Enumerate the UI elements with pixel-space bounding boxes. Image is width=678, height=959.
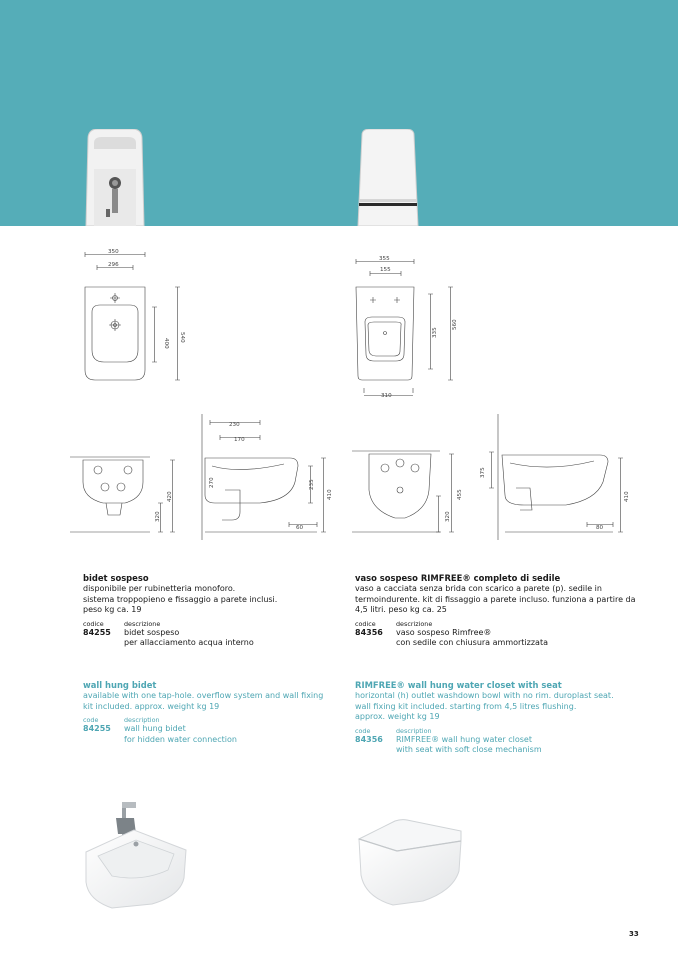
technical-drawings [0,240,678,540]
code-table-header: codice descrizione [355,619,433,628]
dim-bidet-depth-outer: 540 [179,332,185,343]
wc-desc-line: vaso a cacciata senza brida con scarico a parete (p). sedile in [355,584,602,593]
dim-bidet-side-h1: 270 [209,477,215,488]
dim-bidet-side-w2: 170 [234,437,245,443]
wc-desc-line: approx. weight kg 19 [355,712,440,722]
wc-desc-line: 4,5 litri. peso kg ca. 25 [355,605,447,615]
wc-title-en: RIMFREE® wall hung water closet with seat [355,680,562,690]
dim-wc-front-h1: 320 [445,511,451,522]
dim-wc-front-h2: 455 [457,489,463,500]
code-row [355,735,655,746]
code-table-header: code description [355,726,432,735]
dim-wc-side-offset: 80 [596,525,604,531]
dim-wc-bottom-width: 310 [381,393,392,399]
product-description: bidet sospeso [124,627,180,637]
product-description: RIMFREE® wall hung water closet [396,734,532,744]
code-row-continued: for hidden water connection [124,734,237,744]
code-row [355,628,655,639]
bidet-product-photo [82,800,192,912]
bidet-side-drawing [202,414,326,540]
dim-wc-width: 355 [379,256,390,262]
wc-desc-line: wall fixing kit included. starting from 4,5 litres flushing. [355,701,577,711]
code-table-header: codice descrizione [83,619,161,628]
dim-bidet-side-offset: 60 [296,525,304,531]
code-row [83,724,383,735]
wc-desc-line: horizontal (h) outlet washdown bowl with no rim. duroplast seat. [355,691,614,700]
wc-product-photo [357,815,465,910]
page-number: 33 [629,930,639,938]
dim-bidet-side-w1: 230 [229,422,240,428]
dim-bidet-front-h1: 320 [155,511,161,522]
bidet-info-italian [83,573,383,649]
wc-side-drawing [489,414,623,540]
code-row-continued: con sedile con chiusura ammortizzata [396,638,548,648]
code-row-continued: per allacciamento acqua interno [124,638,254,648]
product-code: 84356 [355,627,383,637]
bidet-top-drawing [85,252,180,380]
bidet-info-english [83,680,383,745]
dim-wc-depth-inner: 335 [432,327,438,338]
dim-bidet-side-h2: 235 [309,479,315,490]
product-code: 84356 [355,734,383,744]
bidet-desc-line: peso kg ca. 19 [83,605,142,615]
dim-bidet-side-h3: 410 [327,489,333,500]
bidet-title-it: bidet sospeso [83,573,149,583]
bidet-top-photo [84,129,146,226]
dim-bidet-depth-inner: 400 [163,338,169,349]
wc-info-italian [355,573,655,649]
dim-wc-side-h1: 375 [480,467,486,478]
wc-top-photo [356,129,420,226]
bidet-desc-line: sistema troppopieno e fissaggio a parete inclusi. [83,594,278,604]
product-code: 84255 [83,724,111,734]
product-description: vaso sospeso Rimfree® [396,627,492,637]
dim-wc-depth-outer: 560 [452,319,458,330]
code-row-continued: with seat with soft close mechanism [396,745,542,755]
dim-wc-side-h2: 410 [624,491,630,502]
dim-bidet-front-h2: 420 [167,491,173,502]
product-description: wall hung bidet [124,724,186,734]
dim-bidet-width: 350 [108,249,119,255]
wc-front-drawing [352,451,454,532]
bidet-desc-line: available with one tap-hole. overflow system and wall fixing [83,691,324,700]
code-row [83,628,383,639]
wc-top-drawing [356,259,453,396]
wc-info-english [355,680,655,756]
dim-bidet-inner-width: 296 [108,262,119,268]
code-table-header: code description [83,716,160,725]
bidet-desc-line: disponibile per rubinetteria monoforo. [83,584,236,593]
dim-wc-inner-width: 155 [380,267,391,273]
bidet-title-en: wall hung bidet [83,680,157,690]
wc-desc-line: termoindurente. kit di fissaggio a parete incluso. funziona a partire da [355,594,636,604]
product-code: 84255 [83,627,111,637]
bidet-desc-line: kit included. approx. weight kg 19 [83,701,220,711]
wc-title-it: vaso sospeso RIMFREE® completo di sedile [355,573,561,583]
